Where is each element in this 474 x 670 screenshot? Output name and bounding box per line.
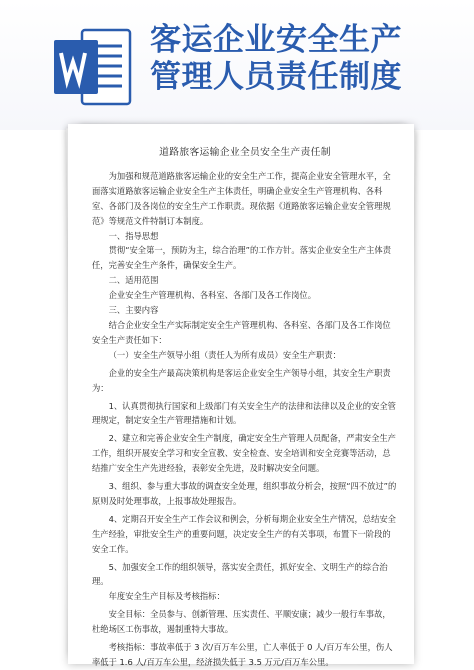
list-item: 3、组织、参与重大事故的调查安全处理，组织事故分析会，按照“四不放过”的原则及时处理事故，上报事故处理报告。: [92, 481, 397, 506]
header-title-line2: 管理人员责任制度: [150, 59, 402, 95]
list-item: 2、建立和完善企业安全生产制度，确定安全生产管理人员配备，严肃安全生产工作，组织开展安全学习和安全宣教、安全检查、安全培训和安全竞赛等活动，总结推广安全生产先进经验，表彰安全先进，及时解决安全问题。: [92, 433, 396, 474]
paragraph: 为加强和规范道路旅客运输企业的安全生产工作，提高企业安全管理水平，全面落实道路旅客运输企业安全生产主体责任，明确企业安全生产管理机构、各科室、各部门及各岗位的安全生产工作职责。现依据《道路旅客运输企业安全管理规范》等规范文件特制订本制度。: [92, 170, 391, 226]
document-page: [68, 124, 414, 667]
paragraph: 企业安全生产管理机构、各科室、各部门及各工作岗位。: [108, 290, 317, 301]
subsection-heading: （一）安全生产领导小组（责任人为所有成员）安全生产职责：: [108, 349, 341, 360]
header-title-line1: 客运企业安全生产: [150, 22, 402, 58]
list-item: 1、认真贯彻执行国家和上级部门有关安全生产的法律和法律以及企业的安全管理规定，制定安全生产管理措施和计划。: [92, 400, 396, 426]
paragraph: 贯彻“安全第一，预防为主，综合治理”的工作方针。落实企业安全生产主体责任，完善安全生产条件，确保安全生产。: [92, 245, 391, 271]
paragraph: 年度安全生产目标及考核指标：: [108, 591, 225, 602]
list-item: 4、定期召开安全生产工作会议和例会，分析每期企业安全生产情况，总结安全生产经验，审批安全生产的重要问题，决定安全生产的有关事项，布置下一阶段的安全工作。: [92, 513, 396, 554]
paragraph: 结合企业安全生产实际制定安全生产管理机构、各科室、各部门及各工作岗位安全生产责任如下：: [92, 319, 391, 345]
document-preview: [68, 124, 414, 667]
section-heading: 一、指导思想: [108, 230, 159, 241]
section-heading: 二、适用范围: [108, 275, 159, 286]
paragraph: 考核指标：事故率低于 3 次/百万车公里，亡人率低于 0 人/百万车公里，伤人率低于 1.6 人/百万车公里，经济损失低于 3.5 万元/百万车公里。: [92, 642, 393, 667]
paragraph: 企业的安全生产最高决策机构是客运企业安全生产领导小组，其安全生产职责为：: [92, 367, 391, 393]
list-item: 5、加强安全工作的组织领导，落实安全责任，抓好安全、文明生产的综合治理。: [92, 561, 388, 587]
document-title: 道路旅客运输企业全员安全生产责任制: [159, 147, 331, 158]
section-heading: 三、主要内容: [108, 305, 159, 316]
microsoft-word-icon: [52, 26, 134, 108]
document-body: [92, 146, 398, 670]
header-title: [150, 22, 470, 96]
paragraph: 安全目标：全员参与、创新管理、压实责任、平顺安康；减少一般行车事故，杜绝场区工伤事故，遏制重特大事故。: [92, 609, 391, 635]
